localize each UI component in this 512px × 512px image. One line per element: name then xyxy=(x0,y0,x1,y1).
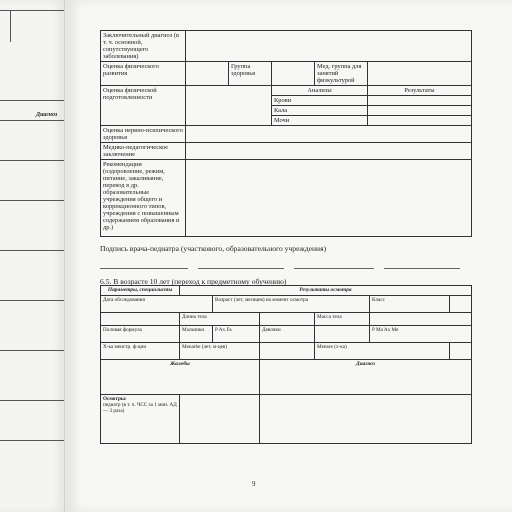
pediatrician-label: педиатр (в т. ч. ЧСС за 1 мин. АД — 3 раза) xyxy=(103,402,177,414)
exams-value xyxy=(180,395,260,444)
right-page xyxy=(66,0,512,512)
analysis-urine: Мочи xyxy=(272,116,368,126)
exams-title: Осмотры: xyxy=(103,396,127,402)
final-diagnosis-value xyxy=(186,31,472,62)
recommendations-value xyxy=(186,160,472,237)
menarche-value xyxy=(260,343,315,360)
menses-value xyxy=(449,343,471,360)
left-rule xyxy=(0,100,64,101)
weight-value xyxy=(370,313,472,326)
sexual-formula-label: Половая формула xyxy=(101,326,180,343)
left-rule xyxy=(0,440,64,441)
age-label: Возраст (лет, месяцев) на момент осмотра xyxy=(213,296,370,313)
exams-label xyxy=(101,395,180,444)
girls-label: Девочки xyxy=(260,326,315,343)
girls-empty-cell xyxy=(315,326,370,343)
analysis-urine-value xyxy=(368,116,472,126)
girls-code: P Ma Ax Me xyxy=(370,326,472,343)
neuro-label: Оценка нервно-психического здоровья xyxy=(101,126,186,143)
left-rule xyxy=(0,300,64,301)
left-rule xyxy=(0,200,64,201)
health-group-value xyxy=(272,62,315,86)
analysis-stool-value xyxy=(368,106,472,116)
boys-label: Мальчики xyxy=(180,326,213,343)
analysis-stool: Кала xyxy=(272,106,368,116)
med-group-label: Мед. группа для занятий физкультурой xyxy=(315,62,368,86)
analyses-header: Анализы xyxy=(272,86,368,96)
medped-label: Медико-педагогическое заключение xyxy=(101,143,186,160)
class-label: Класс xyxy=(370,296,450,313)
final-diagnosis-label: Заключительный диагноз (в т. ч. основной, сопутствующего заболевания) xyxy=(101,31,186,62)
phys-dev-value xyxy=(186,62,229,86)
analysis-blood: Крови xyxy=(272,96,368,106)
height-empty-cell xyxy=(101,313,180,326)
class-value xyxy=(449,296,471,313)
health-group-label: Группа здоровья xyxy=(229,62,272,86)
diagnosis-header: Диагноз xyxy=(260,360,472,395)
conclusion-table xyxy=(100,30,472,237)
exam-results-header: Результаты осмотра xyxy=(180,286,472,296)
signature-line xyxy=(384,268,460,269)
signature-line xyxy=(198,268,284,269)
height-label: Длина тела xyxy=(180,313,260,326)
left-rule xyxy=(0,350,64,351)
left-rule xyxy=(0,400,64,401)
recommendations-label: Рекомендации (оздоровление, режим, питание, закаливание, перевод в др. образовательные учреждения общего и коррекционного типов, учреждения с повышенным содержанием образования и др.) xyxy=(101,160,186,237)
left-rule xyxy=(0,160,64,161)
med-group-value xyxy=(368,62,472,86)
boys-code: P Ax Fa xyxy=(213,326,260,343)
results-header: Результаты xyxy=(368,86,472,96)
signature-line xyxy=(294,268,374,269)
section-title: 6.5. В возрасте 10 лет (переход к предметному обучению) xyxy=(100,277,287,286)
page-number: 9 xyxy=(252,480,256,488)
left-diagnosis-label: Диагноз xyxy=(36,112,58,118)
menarche-label: Menarhe (лет, м-цев) xyxy=(180,343,260,360)
menstr-label: Х-ка менстр. ф-ции xyxy=(101,343,180,360)
medped-value xyxy=(186,143,472,160)
height-value xyxy=(260,313,315,326)
phys-dev-label: Оценка физического развития xyxy=(101,62,186,86)
menses-label: Menses (х-ка) xyxy=(315,343,450,360)
complaints-header: Жалобы xyxy=(101,360,260,395)
exam-date-label: Дата обследования xyxy=(101,296,213,313)
phys-prep-label: Оценка физической подготовленности xyxy=(101,86,186,126)
left-page xyxy=(0,0,65,512)
exam-table xyxy=(100,285,472,444)
exams-diagnosis-value xyxy=(260,395,472,444)
weight-label: Масса тела xyxy=(315,313,370,326)
left-rule xyxy=(0,250,64,251)
params-header: Параметры, специалисты xyxy=(101,286,180,296)
neuro-value xyxy=(186,126,472,143)
analysis-blood-value xyxy=(368,96,472,106)
left-rule xyxy=(0,120,64,121)
left-vline xyxy=(10,10,11,42)
signature-label: Подпись врача-педиатра (участкового, образовательного учреждения) xyxy=(100,244,327,253)
signature-line xyxy=(100,268,188,269)
phys-prep-value xyxy=(186,86,272,126)
